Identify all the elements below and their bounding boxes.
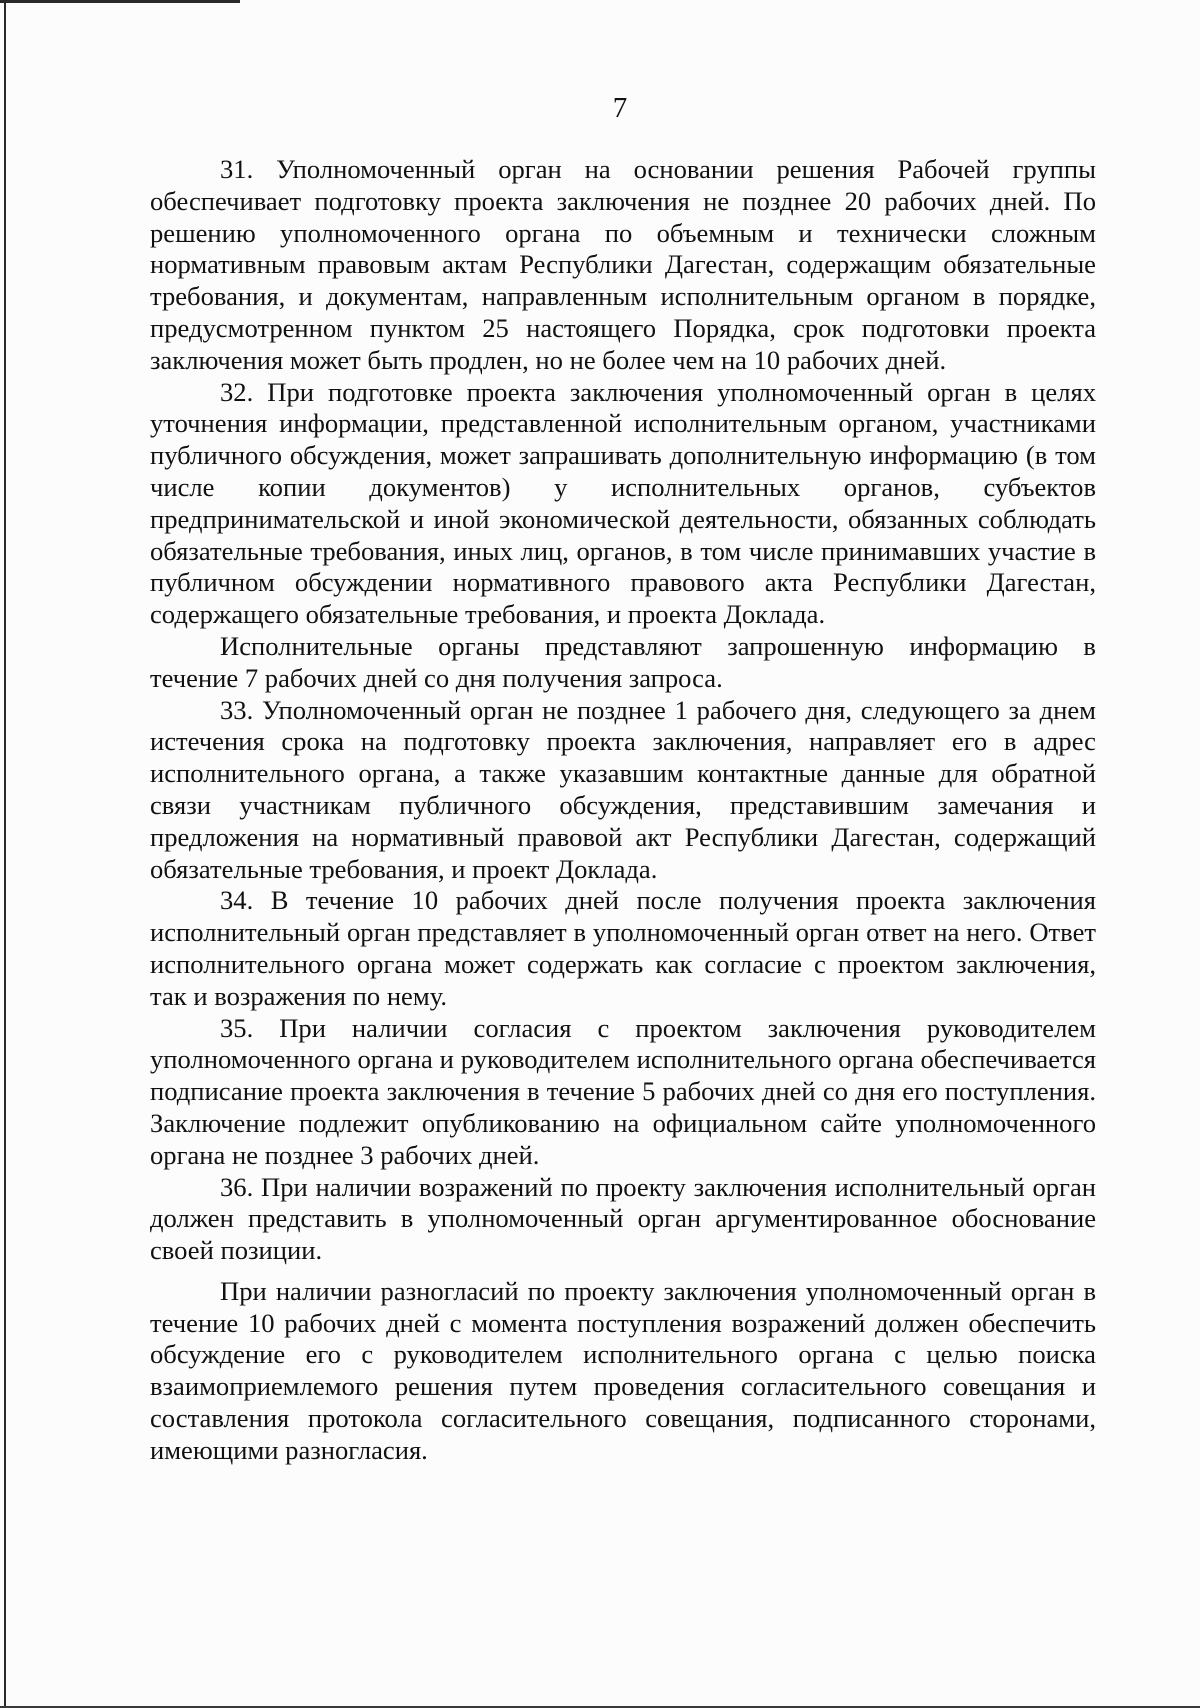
paragraph-32: 32. При подготовке проекта заключения уполномоченный орган в целях уточнения информации, представленной исполнительным органом, участниками публичного обсуждения, может запрашивать дополнительную информацию (в том числе копии документов) у исполнительных органов, субъектов предпринимательской и иной экономической деятельности, обязанных соблюдать обязательные требования, иных лиц, органов, в том числе принимавших участие в публичном обсуждении нормативного правового акта Республики Дагестан, содержащего обязательные требования, и проекта Доклада. (150, 376, 1096, 630)
page-number: 7 (612, 92, 628, 124)
paragraph-31: 31. Уполномоченный орган на основании решения Рабочей группы обеспечивает подготовку проекта заключения не позднее 20 рабочих дней. По решению уполномоченного органа по объемным и технически сложным нормативным правовым актам Республики Дагестан, содержащим обязательные требования, и документам, направленным исполнительным органом в порядке, предусмотренном пунктом 25 настоящего Порядка, срок подготовки проекта заключения может быть продлен, но не более чем на 10 рабочих дней. (150, 154, 1096, 375)
paragraph-34: 34. В течение 10 рабочих дней после получения проекта заключения исполнительный орган представляет в уполномоченный орган ответ на него. Ответ исполнительного органа может содержать как согласие с проектом заключения, так и возражения по нему. (150, 885, 1096, 1011)
paragraph-36-continuation: При наличии разногласий по проекту заключения уполномоченный орган в течение 10 рабочих дней с момента поступления возражений должен обеспечить обсуждение его с руководителем исполнительного органа с целью поиска взаимоприемлемого решения путем проведения согласительного совещания и составления протокола согласительного совещания, подписанного сторонами, имеющими разногласия. (150, 1275, 1096, 1465)
paragraph-32-continuation: Исполнительные органы представляют запрошенную информацию в течение 7 рабочих дней со дня получения запроса. (150, 630, 1096, 693)
scan-edge-left (4, 0, 6, 1708)
paragraph-33: 33. Уполномоченный орган не позднее 1 рабочего дня, следующего за днем истечения срока на подготовку проекта заключения, направляет его в адрес исполнительного органа, а также указавшим контактные данные для обратной связи участникам публичного обсуждения, представившим замечания и предложения на нормативный правовой акт Республики Дагестан, содержащий обязательные требования, и проект Доклада. (150, 694, 1096, 884)
paragraph-36: 36. При наличии возражений по проекту заключения исполнительный орган должен представить в уполномоченный орган аргументированное обоснование своей позиции. (150, 1171, 1096, 1266)
scan-edge-top (0, 0, 240, 3)
document-body (150, 154, 1096, 1467)
paragraph-35: 35. При наличии согласия с проектом заключения руководителем уполномоченного органа и руководителем исполнительного органа обеспечивается подписание проекта заключения в течение 5 рабочих дней со дня его поступления. Заключение подлежит опубликованию на официальном сайте уполномоченного органа не позднее 3 рабочих дней. (150, 1012, 1096, 1170)
